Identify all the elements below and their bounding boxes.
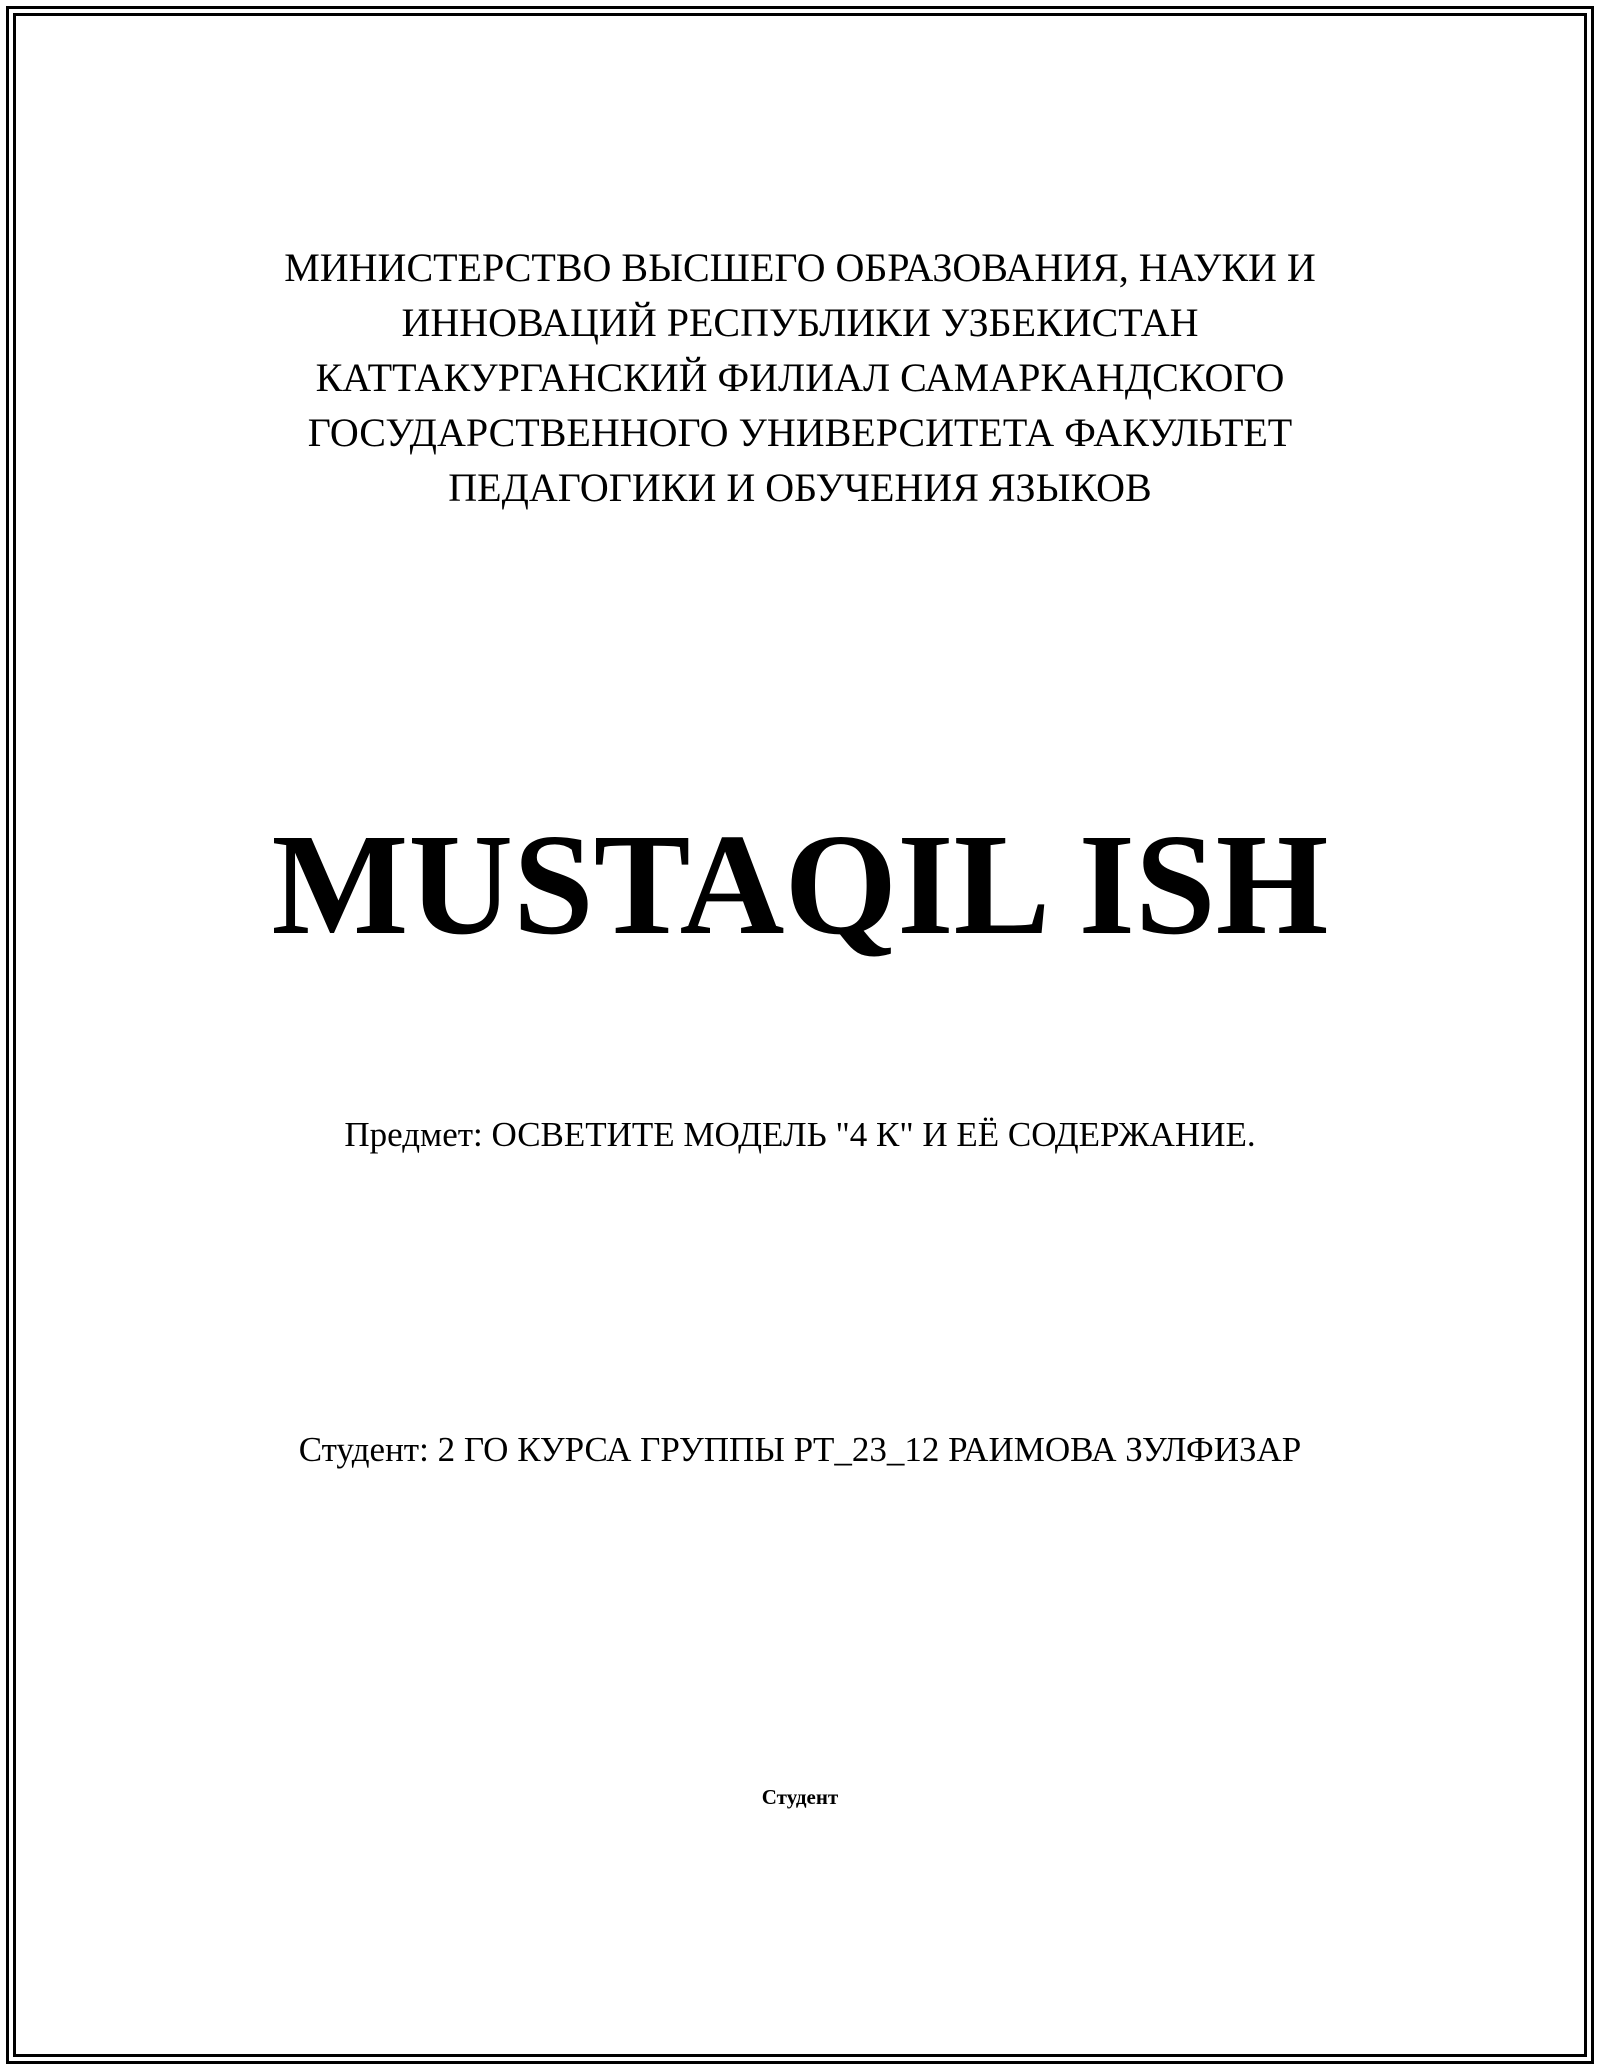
header-line: МИНИСТЕРСТВО ВЫСШЕГО ОБРАЗОВАНИЯ, НАУКИ И [284, 245, 1316, 290]
signature-label: Студент [761, 1785, 839, 1809]
document-title: MUSTAQIL ISH [271, 805, 1329, 965]
institution-header [200, 240, 1400, 515]
header-line: ГОСУДАРСТВЕННОГО УНИВЕРСИТЕТА ФАКУЛЬТЕТ [307, 410, 1293, 455]
subject-line: Предмет: ОСВЕТИТЕ МОДЕЛЬ "4 К" И ЕЁ СОДЕРЖАНИЕ. [344, 1115, 1256, 1154]
header-line: ИННОВАЦИЙ РЕСПУБЛИКИ УЗБЕКИСТАН [401, 300, 1199, 345]
student-line: Студент: 2 ГО КУРСА ГРУППЫ PT_23_12 РАИМОВА ЗУЛФИЗАР [298, 1430, 1302, 1469]
header-line: КАТТАКУРГАНСКИЙ ФИЛИАЛ САМАРКАНДСКОГО [315, 355, 1285, 400]
header-line: ПЕДАГОГИКИ И ОБУЧЕНИЯ ЯЗЫКОВ [448, 465, 1152, 510]
